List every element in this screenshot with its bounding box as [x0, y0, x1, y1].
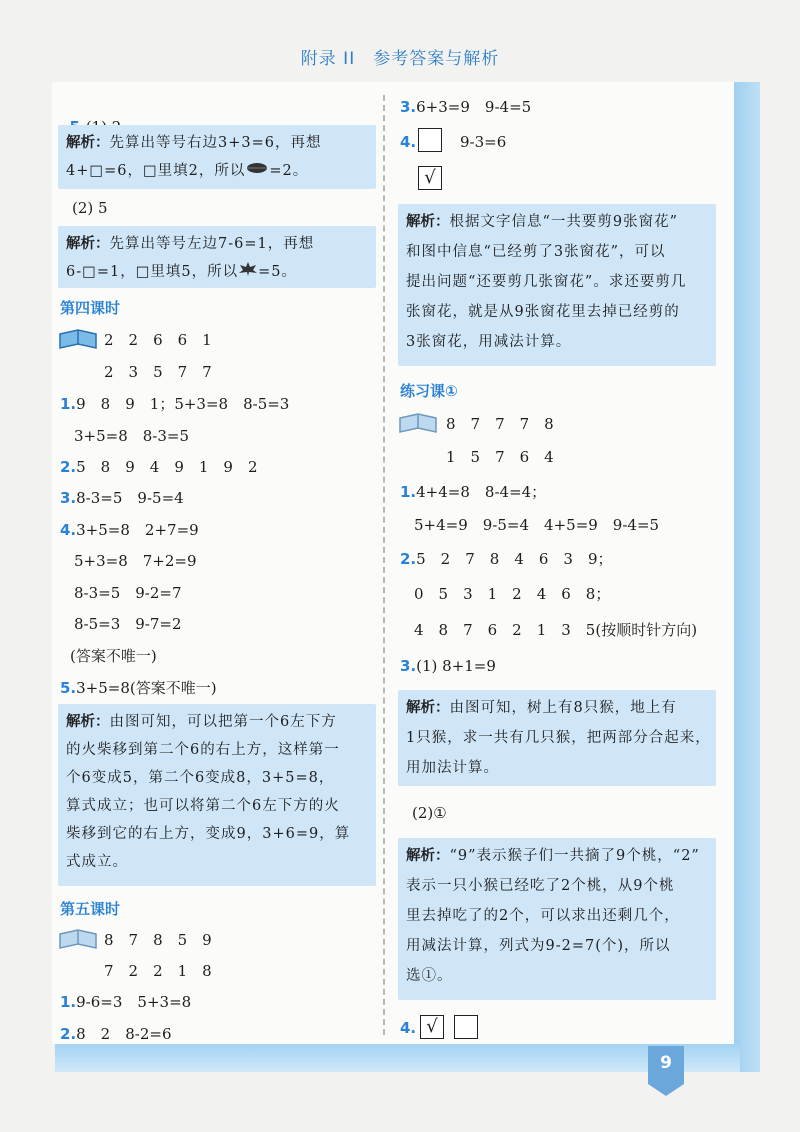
explanation-line: 先算出等号左边7-6=1，再想 — [109, 236, 315, 252]
explanation-line: 6-□=1，□里填5，所以 — [66, 264, 239, 280]
answer-3 — [400, 656, 496, 676]
page-number: 9 — [648, 1046, 684, 1084]
q-number: 1. — [400, 483, 417, 501]
answer-line: 4 8 7 6 2 1 3 5(按顺时针方向) — [414, 621, 698, 639]
answer-text: 8 2 8-2=6 — [76, 1025, 172, 1043]
column-divider — [383, 95, 385, 1035]
section-title: 练习课① — [400, 382, 458, 400]
explanation-line: =2。 — [269, 163, 309, 179]
explanation-line: 选①。 — [406, 968, 453, 984]
warmup-row: 8 7 8 5 9 — [104, 931, 212, 949]
answer-4 — [400, 1018, 416, 1038]
q-number: 3. — [60, 489, 77, 507]
answer-1 — [60, 394, 289, 414]
answer-text: 9-6=3 5+3=8 — [76, 993, 192, 1011]
explanation-label: 解析： — [66, 236, 110, 252]
explanation-box — [398, 204, 716, 366]
checkmark-answer-box: √ — [420, 1015, 444, 1039]
q-number: 4. — [400, 1019, 417, 1037]
answer-part2: (2)① — [412, 804, 447, 822]
answer-text: 5 2 7 8 4 6 3 9； — [416, 550, 613, 568]
explanation-line: 由图可知，树上有8只猴，地上有 — [449, 700, 677, 716]
warmup-row: 8 7 7 7 8 — [446, 415, 554, 433]
explanation-line: =5。 — [258, 264, 297, 280]
empty-answer-box — [418, 128, 442, 152]
answer-line: 5+3=8 7+2=9 — [74, 552, 197, 570]
explanation-line: 式成立。 — [66, 854, 128, 870]
page-bottom-decoration — [55, 1040, 740, 1072]
q-number: 4. — [400, 133, 417, 151]
answer-3 — [400, 97, 531, 117]
explanation-line: 张窗花，就是从9张窗花里去掉已经剪的 — [406, 304, 680, 320]
q-number: 2. — [60, 1025, 77, 1043]
q-number: 1. — [60, 395, 77, 413]
explanation-line: 提出问题“还要剪几张窗花”。求还要剪几 — [406, 274, 687, 290]
warmup-row: 1 5 7 6 4 — [446, 448, 554, 466]
explanation-box — [58, 226, 376, 288]
answer-line: 3+5=8 8-3=5 — [74, 427, 190, 445]
explanation-line: 先算出等号右边3+3=6，再想 — [109, 135, 322, 151]
answer-5 — [60, 678, 217, 698]
warmup-row: 7 2 2 1 8 — [104, 962, 212, 980]
q-number: 2. — [60, 458, 77, 476]
section-title: 第四课时 — [60, 299, 121, 317]
answer-line: 5+4=9 9-5=4 4+5=9 9-4=5 — [414, 516, 660, 534]
book-icon — [58, 328, 98, 352]
section-title: 第五课时 — [60, 900, 121, 918]
explanation-line: 用加法计算。 — [406, 760, 499, 776]
answer-text: 6+3=9 9-4=5 — [416, 98, 532, 116]
answer-text: 9-3=6 — [460, 133, 507, 151]
answer-4 — [60, 520, 199, 540]
explanation-line: 里去掉吃了的2个，可以求出还剩几个， — [406, 908, 680, 924]
q5-part2: (2) 5 — [72, 199, 108, 217]
explanation-line: 1只猴，求一共有几只猴，把两部分合起来， — [406, 730, 711, 746]
answer-text: 9 8 9 1；5+3=8 8-5=3 — [76, 395, 290, 413]
explanation-line: 3张窗花，用减法计算。 — [406, 334, 572, 350]
explanation-box — [58, 125, 376, 189]
explanation-line: 算式成立；也可以将第二个6左下方的火 — [66, 798, 340, 814]
explanation-line: 个6变成5，第二个6变成8，3+5=8， — [66, 770, 335, 786]
explanation-label: 解析： — [406, 214, 450, 230]
answer-text: 5 8 9 4 9 1 9 2 — [76, 458, 258, 476]
answer-2 — [60, 1024, 172, 1044]
empty-answer-box — [454, 1015, 478, 1039]
answer-text: 3+5=8 2+7=9 — [76, 521, 199, 539]
q-number: 4. — [60, 521, 77, 539]
explanation-box — [398, 838, 716, 1000]
answer-2 — [60, 457, 258, 477]
explanation-box — [398, 690, 716, 786]
explanation-line: 和图中信息“已经剪了3张窗花”，可以 — [406, 244, 666, 260]
page-header: 附录 II 参考答案与解析 — [300, 49, 500, 69]
answer-4 — [400, 132, 416, 152]
explanation-line: “9”表示猴子们一共摘了9个桃，“2” — [449, 848, 700, 864]
q-number: 3. — [400, 657, 417, 675]
leaf-icon — [245, 163, 269, 179]
answer-1 — [60, 992, 191, 1012]
book-icon — [398, 412, 438, 436]
answer-text: 8-3=5 9-5=4 — [76, 489, 184, 507]
checkmark-answer-box: √ — [418, 166, 442, 190]
answer-line: 0 5 3 1 2 4 6 8； — [414, 585, 611, 603]
explanation-line: 的火柴移到第二个6的右上方，这样第一 — [66, 742, 340, 758]
explanation-label: 解析： — [406, 700, 450, 716]
q-number: 3. — [400, 98, 417, 116]
explanation-line: 柴移到它的右上方，变成9，3+6=9，算 — [66, 826, 351, 842]
answer-1 — [400, 482, 546, 502]
q-number: 2. — [400, 550, 417, 568]
answer-line: 8-3=5 9-2=7 — [74, 584, 182, 602]
q-number: 5. — [60, 679, 77, 697]
explanation-line: 用减法计算，列式为9-2=7(个)，所以 — [406, 938, 671, 954]
explanation-box — [58, 704, 376, 886]
q-number: 1. — [60, 993, 77, 1011]
warmup-row: 2 2 6 6 1 — [104, 331, 212, 349]
answer-text: 3+5=8(答案不唯一) — [76, 679, 217, 697]
explanation-line: 由图可知，可以把第一个6左下方 — [109, 714, 337, 730]
explanation-line: 根据文字信息“一共要剪9张窗花” — [449, 214, 679, 230]
answer-text: (1) 8+1=9 — [416, 657, 496, 675]
answer-text: 4+4=8 8-4=4； — [416, 483, 547, 501]
explanation-label: 解析： — [406, 848, 450, 864]
answer-note: (答案不唯一) — [70, 647, 157, 665]
answer-2 — [400, 549, 613, 569]
explanation-label: 解析： — [66, 135, 110, 151]
explanation-line: 4+□=6，□里填2，所以 — [66, 163, 246, 179]
answer-3 — [60, 488, 184, 508]
warmup-row: 2 3 5 7 7 — [104, 363, 212, 381]
explanation-label: 解析： — [66, 714, 110, 730]
answer-line: 8-5=3 9-7=2 — [74, 615, 182, 633]
maple-leaf-icon — [238, 264, 258, 280]
book-icon — [58, 928, 98, 952]
explanation-line: 表示一只小猴已经吃了2个桃，从9个桃 — [406, 878, 675, 894]
